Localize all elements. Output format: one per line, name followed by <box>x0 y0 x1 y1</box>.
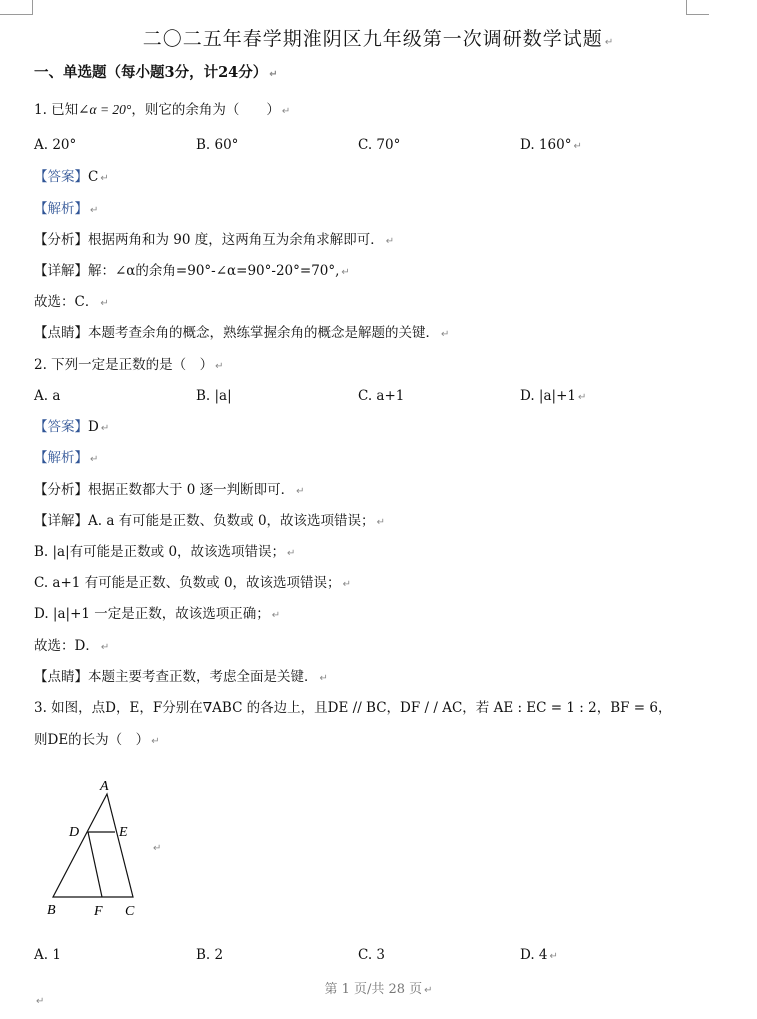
q2-option-c: C. a+1 <box>358 388 405 404</box>
q1-fenxi: 【分析】根据两角和为 90 度，这两角互为余角求解即可． ↵ <box>34 232 395 248</box>
q3-option-b: B. 2 <box>196 947 224 963</box>
q2-option-b-explain: B. |a|有可能是正数或 0，故该选项错误； ↵ <box>34 544 296 560</box>
label-a: A <box>100 779 109 794</box>
q2-option-a: A. a <box>34 388 61 404</box>
label-e: E <box>119 825 128 840</box>
q1-option-b: B. 60° <box>196 137 239 153</box>
q1-stem: 1. 已知∠α = 20°，则它的余角为（ ） ↵ <box>34 102 291 118</box>
label-b: B <box>47 903 56 918</box>
q3-stem-line1: 3. 如图，点D，E，F分别在∇ABC 的各边上，且DE // BC，DF / / AC，若 AE : EC = 1 : 2，BF = 6， <box>34 700 672 716</box>
document-title: 二〇二五年春学期淮阴区九年级第一次调研数学试题 ↵ <box>142 28 615 50</box>
q2-analysis-tag: 【解析】 ↵ <box>34 450 99 466</box>
label-c: C <box>125 904 135 919</box>
q2-dianjing: 【点睛】本题主要考查正数，考虑全面是关键． ↵ <box>34 669 328 685</box>
q2-stem: 2. 下列一定是正数的是（ ） ↵ <box>34 357 224 373</box>
figure-paragraph-mark: ↵ <box>153 843 162 854</box>
triangle-figure <box>40 772 170 922</box>
q3-option-d: D. 4 ↵ <box>520 947 558 963</box>
q2-option-b: B. |a| <box>196 388 232 404</box>
q1-option-d: D. 160° ↵ <box>520 137 582 153</box>
q1-math: ∠α = 20° <box>78 102 132 117</box>
q1-dianjing: 【点睛】本题考查余角的概念，熟练掌握余角的概念是解题的关键． ↵ <box>34 325 450 341</box>
q2-option-d-explain: D. |a|+1 一定是正数，故该选项正确； ↵ <box>34 606 281 622</box>
label-f: F <box>94 904 103 919</box>
q2-guxuan: 故选：D． ↵ <box>34 638 110 654</box>
q1-analysis-tag: 【解析】 ↵ <box>34 201 99 217</box>
q1-answer: 【答案】C ↵ <box>34 169 109 185</box>
q2-xiangjie: 【详解】A. a 有可能是正数、负数或 0，故该选项错误； ↵ <box>34 513 385 529</box>
q1-guxuan: 故选：C． ↵ <box>34 294 109 310</box>
q1-xiangjie: 【详解】解：∠α的余角=90°-∠α=90°-20°=70°, ↵ <box>34 263 350 279</box>
q2-fenxi: 【分析】根据正数都大于 0 逐一判断即可． ↵ <box>34 482 305 498</box>
trailing-paragraph-mark: ↵ <box>36 996 45 1007</box>
q1-option-c: C. 70° <box>358 137 401 153</box>
q3-option-c: C. 3 <box>358 947 386 963</box>
q2-option-d: D. |a|+1 ↵ <box>520 388 587 404</box>
page-footer: 第 1 页/共 28 页 ↵ <box>324 982 433 997</box>
q3-option-a: A. 1 <box>34 947 61 963</box>
q1-option-a: A. 20° <box>34 137 77 153</box>
label-d: D <box>69 825 80 840</box>
q2-option-c-explain: C. a+1 有可能是正数、负数或 0，故该选项错误； ↵ <box>34 575 351 591</box>
q2-answer: 【答案】D ↵ <box>34 419 110 435</box>
section-heading: 一、单选题（每小题3分，计24分） ↵ <box>34 64 278 81</box>
crop-mark-top-right <box>686 0 709 15</box>
crop-mark-top-left <box>0 0 33 15</box>
q3-stem-line2: 则DE的长为（ ） ↵ <box>34 732 160 748</box>
